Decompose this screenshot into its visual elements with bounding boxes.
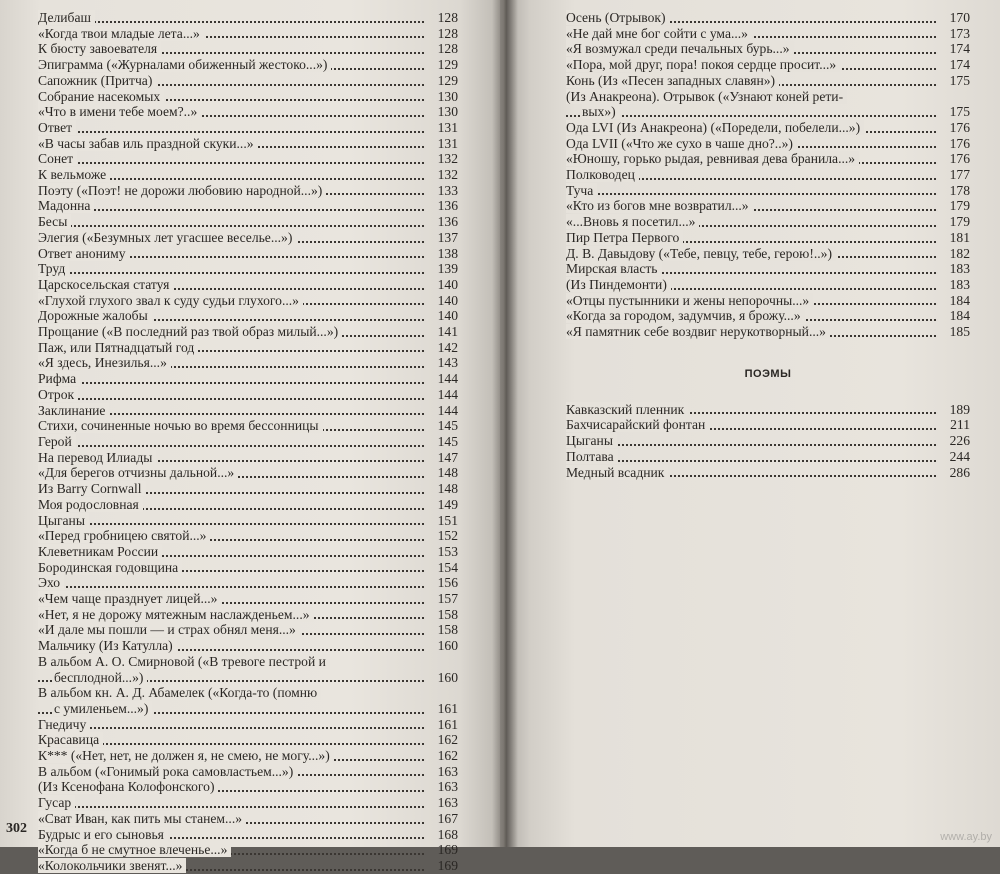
toc-entry-page: 163 [437, 779, 458, 795]
toc-entry [38, 701, 458, 717]
toc-entry [38, 764, 458, 780]
toc-entry-title: К вельможе [38, 167, 110, 182]
toc-entry-title: Конь (Из «Песен западных славян») [566, 73, 779, 88]
toc-entry [38, 120, 458, 136]
toc-entry-title: Ода LVI (Из Анакреона) («Поредели, побелели...») [566, 120, 864, 135]
toc-entry-page: 129 [437, 72, 458, 88]
toc-entry [38, 732, 458, 748]
toc-entry-title: Отрок [38, 387, 78, 402]
toc-entry [566, 57, 970, 73]
toc-entry [38, 638, 458, 654]
toc-entry-title: Осень (Отрывок) [566, 10, 670, 25]
toc-entry-title: «Когда б не смутное влеченье...» [38, 842, 231, 857]
toc-entry [38, 355, 458, 371]
toc-entry-page: 167 [437, 810, 458, 826]
toc-leader-dots [38, 162, 424, 164]
toc-entry [38, 371, 458, 387]
toc-entry-title: Будрыс и его сыновья [38, 827, 168, 842]
toc-entry-title: «Кто из богов мне возвратил...» [566, 198, 753, 213]
toc-entry-page: 160 [437, 669, 458, 685]
toc-entry [38, 261, 458, 277]
toc-entry-title: «Юношу, горько рыдая, ревнивая дева бранила...» [566, 151, 859, 166]
toc-entry [38, 41, 458, 57]
toc-leader-dots [566, 115, 936, 117]
toc-entry [38, 293, 458, 309]
toc-entry-title: Элегия («Безумных лет угасшее веселье...») [38, 230, 296, 245]
toc-leader-dots [566, 193, 936, 195]
toc-entry-title: Герой [38, 434, 76, 449]
toc-entry-page: 169 [437, 842, 458, 858]
toc-entry-title: Дорожные жалобы [38, 308, 152, 323]
toc-entry-title: «Перед гробницею святой...» [38, 528, 210, 543]
toc-entry [38, 528, 458, 544]
toc-entry-title: бесплодной...») [54, 670, 147, 685]
toc-entry [566, 167, 970, 183]
toc-entry-title: Полководец [566, 167, 639, 182]
toc-entry [566, 324, 970, 340]
toc-entry [38, 214, 458, 230]
toc-entry [38, 811, 458, 827]
toc-entry-title: Поэту («Поэт! не дорожи любовию народной...») [38, 183, 326, 198]
toc-entry [566, 308, 970, 324]
toc-entry-page: 140 [437, 276, 458, 292]
toc-entry-page: 130 [437, 88, 458, 104]
toc-entry-page: 158 [437, 606, 458, 622]
toc-entry-title: (Из Ксенофана Колофонского) [38, 779, 218, 794]
toc-entry [566, 230, 970, 246]
toc-entry-title: Эпиграмма («Журналами обиженный жестоко...») [38, 57, 331, 72]
toc-leader-dots [38, 382, 424, 384]
toc-entry-page: 168 [437, 826, 458, 842]
toc-entry-page: 174 [949, 57, 970, 73]
toc-entry-title: «Пора, мой друг, пора! покоя сердце просит...» [566, 57, 840, 72]
toc-entry-title: Медный всадник [566, 465, 668, 480]
toc-entry-page: 128 [437, 25, 458, 41]
page-number: 302 [6, 821, 27, 836]
toc-leader-dots [38, 209, 424, 211]
toc-entry [566, 104, 970, 120]
toc-entry-title: «Я памятник себе воздвиг нерукотворный...» [566, 324, 830, 339]
toc-entry-page: 136 [437, 214, 458, 230]
toc-entry [38, 183, 458, 199]
toc-entry-title: «Глухой глухого звал к суду судьи глухого...» [38, 293, 303, 308]
toc-entry-title: (Из Пиндемонти) [566, 277, 671, 292]
toc-entry-page: 179 [949, 214, 970, 230]
toc-entry-title: «...Вновь я посетил...» [566, 214, 699, 229]
toc-entry-title: Сапожник (Притча) [38, 73, 156, 88]
toc-entry [38, 450, 458, 466]
toc-entry-title: Пир Петра Первого [566, 230, 683, 245]
toc-entry [38, 277, 458, 293]
toc-entry [566, 402, 970, 418]
toc-entry-title: В альбом А. О. Смирновой («В тревоге пестрой и [38, 654, 330, 669]
toc-entry [566, 433, 970, 449]
toc-entry [38, 465, 458, 481]
toc-entry-title: Ответ [38, 120, 76, 135]
toc-entry [38, 308, 458, 324]
toc-entry-title: В альбом кн. А. Д. Абамелек («Когда-то (помню [38, 685, 321, 700]
watermark: www.ay.by [940, 831, 992, 843]
toc-leader-dots [38, 131, 424, 133]
toc-entry-page: 153 [437, 543, 458, 559]
toc-entry [38, 560, 458, 576]
toc-entry [38, 73, 458, 89]
toc-entry [38, 670, 458, 686]
toc-entry [38, 544, 458, 560]
toc-entry [38, 497, 458, 513]
toc-entry [38, 513, 458, 529]
toc-entry [38, 575, 458, 591]
toc-entry [38, 57, 458, 73]
toc-entry [38, 607, 458, 623]
toc-entry-title: «Когда за городом, задумчив, я брожу...» [566, 308, 805, 323]
toc-entry-title: (Из Анакреона). Отрывок («Узнают коней рети- [566, 89, 847, 104]
toc-entry-page: 162 [437, 748, 458, 764]
toc-entry-title: «Сват Иван, как пить мы станем...» [38, 811, 246, 826]
left-toc-list [38, 10, 458, 874]
toc-entry [38, 324, 458, 340]
toc-entry-page: 161 [437, 700, 458, 716]
toc-entry-title: «Нет, я не дорожу мятежным наслажденьем...» [38, 607, 314, 622]
toc-entry [566, 465, 970, 481]
toc-entry-page: 137 [437, 229, 458, 245]
toc-entry-page: 140 [437, 308, 458, 324]
toc-entry-title: Собрание насекомых [38, 89, 164, 104]
toc-entry-page: 156 [437, 575, 458, 591]
toc-entry [566, 26, 970, 42]
toc-entry [566, 120, 970, 136]
toc-entry-title: Сонет [38, 151, 77, 166]
toc-entry-page: 176 [949, 151, 970, 167]
toc-entry [38, 622, 458, 638]
left-page [0, 0, 500, 873]
toc-entry [566, 10, 970, 26]
toc-entry [38, 418, 458, 434]
toc-entry [38, 151, 458, 167]
toc-entry [566, 293, 970, 309]
toc-entry-title: «Когда твои младые лета...» [38, 26, 204, 41]
toc-entry [566, 214, 970, 230]
toc-entry-page: 138 [437, 245, 458, 261]
toc-entry-title: Гусар [38, 795, 75, 810]
toc-entry-title: К*** («Нет, нет, не должен я, не смею, не могу...») [38, 748, 334, 763]
toc-entry-page: 132 [437, 151, 458, 167]
toc-entry-page: 128 [437, 41, 458, 57]
toc-entry [566, 198, 970, 214]
toc-entry [566, 417, 970, 433]
toc-entry-page: 189 [949, 401, 970, 417]
toc-entry [38, 104, 458, 120]
toc-entry-title: Делибаш [38, 10, 95, 25]
toc-entry-title: Кавказский пленник [566, 402, 688, 417]
toc-entry-title: Цыганы [38, 513, 89, 528]
toc-entry-page: 163 [437, 763, 458, 779]
toc-entry-title: Бородинская годовщина [38, 560, 182, 575]
toc-entry-title: с умиленьем...») [54, 701, 152, 716]
toc-entry [38, 717, 458, 733]
toc-entry [38, 387, 458, 403]
toc-entry-page: 184 [949, 292, 970, 308]
toc-leader-dots [566, 444, 936, 446]
toc-entry [38, 591, 458, 607]
toc-leader-dots [38, 727, 424, 729]
toc-entry-title: «И дале мы пошли — и страх обнял меня...» [38, 622, 300, 637]
toc-entry-page: 144 [437, 402, 458, 418]
toc-entry-page: 286 [949, 464, 970, 480]
toc-leader-dots [38, 398, 424, 400]
toc-entry [566, 73, 970, 89]
toc-entry [38, 26, 458, 42]
toc-leader-dots [38, 225, 424, 227]
toc-entry [38, 827, 458, 843]
toc-entry-title: «Не дай мне бог сойти с ума...» [566, 26, 752, 41]
toc-leader-dots [38, 806, 424, 808]
right-page [500, 0, 1000, 847]
toc-entry-page: 176 [949, 135, 970, 151]
toc-entry-page: 148 [437, 465, 458, 481]
toc-entry [38, 230, 458, 246]
toc-entry-title: «Чем чаще празднует лицей...» [38, 591, 221, 606]
toc-entry [566, 136, 970, 152]
toc-entry-title: Красавица [38, 732, 103, 747]
toc-entry [38, 748, 458, 764]
toc-entry-title: На перевод Илиады [38, 450, 156, 465]
toc-entry [38, 842, 458, 858]
toc-entry-page: 145 [437, 433, 458, 449]
toc-entry-title: вых») [582, 104, 620, 119]
toc-entry-page: 143 [437, 355, 458, 371]
toc-entry-page: 184 [949, 308, 970, 324]
toc-entry-page: 152 [437, 528, 458, 544]
toc-entry-title: «Я возмужал среди печальных бурь...» [566, 41, 794, 56]
toc-entry-page: 170 [949, 10, 970, 25]
toc-entry-page: 181 [949, 229, 970, 245]
toc-entry-title: «Я здесь, Инезилья...» [38, 355, 171, 370]
toc-entry-title: Гнедичу [38, 717, 90, 732]
toc-entry-page: 161 [437, 716, 458, 732]
toc-entry-page: 157 [437, 591, 458, 607]
toc-entry-page: 169 [437, 857, 458, 873]
toc-entry-title: Д. В. Давыдову («Тебе, певцу, тебе, герою!..») [566, 246, 836, 261]
toc-entry [38, 481, 458, 497]
poems-toc-list [566, 402, 970, 481]
toc-entry-title: Клеветникам России [38, 544, 162, 559]
toc-entry-title: Туча [566, 183, 597, 198]
toc-entry-page: 160 [437, 638, 458, 654]
toc-entry-page: 158 [437, 622, 458, 638]
toc-entry-page: 139 [437, 261, 458, 277]
toc-entry-page: 136 [437, 198, 458, 214]
toc-entry [38, 685, 458, 701]
toc-entry-page: 131 [437, 135, 458, 151]
toc-leader-dots [38, 523, 424, 525]
toc-leader-dots [38, 272, 424, 274]
toc-entry [38, 340, 458, 356]
toc-entry-page: 185 [949, 324, 970, 340]
toc-entry-page: 175 [949, 104, 970, 120]
toc-entry-page: 149 [437, 496, 458, 512]
toc-entry [38, 654, 458, 670]
toc-entry-title: Прощание («В последний раз твой образ милый...») [38, 324, 342, 339]
toc-entry [38, 198, 458, 214]
toc-entry-page: 244 [949, 448, 970, 464]
toc-entry-page: 173 [949, 25, 970, 41]
toc-entry-page: 183 [949, 261, 970, 277]
toc-entry-page: 148 [437, 481, 458, 497]
toc-entry-title: Царскосельская статуя [38, 277, 173, 292]
toc-entry-title: «В часы забав иль праздной скуки...» [38, 136, 258, 151]
toc-entry-page: 178 [949, 182, 970, 198]
toc-entry-page: 131 [437, 119, 458, 135]
toc-entry-page: 144 [437, 371, 458, 387]
toc-entry [566, 89, 970, 105]
toc-entry-title: Мадонна [38, 198, 94, 213]
toc-entry-page: 154 [437, 559, 458, 575]
toc-entry-page: 163 [437, 795, 458, 811]
toc-entry [38, 858, 458, 874]
toc-entry-title: Ответ анониму [38, 246, 130, 261]
toc-entry [566, 261, 970, 277]
toc-entry-title: Заклинание [38, 403, 109, 418]
toc-entry [566, 151, 970, 167]
toc-entry-title: Бесы [38, 214, 71, 229]
toc-entry [38, 403, 458, 419]
toc-entry [566, 41, 970, 57]
toc-entry-title: Мирская власть [566, 261, 662, 276]
toc-entry-title: Мальчику (Из Катулла) [38, 638, 177, 653]
toc-entry-title: Паж, или Пятнадцатый год [38, 340, 198, 355]
toc-entry-title: Ода LVII («Что же сухо в чаше дно?..») [566, 136, 797, 151]
toc-entry-page: 128 [437, 10, 458, 25]
toc-entry-title: Моя родословная [38, 497, 143, 512]
toc-entry [38, 167, 458, 183]
toc-entry-title: Рифма [38, 371, 80, 386]
toc-entry-page: 226 [949, 433, 970, 449]
right-toc-list [566, 10, 970, 340]
toc-entry-page: 141 [437, 324, 458, 340]
toc-entry-page: 140 [437, 292, 458, 308]
toc-entry [38, 795, 458, 811]
toc-entry [38, 136, 458, 152]
toc-entry-title: Труд [38, 261, 69, 276]
toc-entry [38, 10, 458, 26]
toc-leader-dots [566, 460, 936, 462]
toc-entry-title: Из Barry Cornwall [38, 481, 146, 496]
toc-entry-title: Эхо [38, 575, 64, 590]
toc-entry-title: К бюсту завоевателя [38, 41, 161, 56]
toc-entry [38, 434, 458, 450]
toc-entry-page: 130 [437, 104, 458, 120]
toc-entry [566, 277, 970, 293]
toc-entry [38, 246, 458, 262]
toc-entry-page: 176 [949, 119, 970, 135]
toc-entry-page: 133 [437, 182, 458, 198]
toc-entry-page: 151 [437, 512, 458, 528]
toc-entry-page: 129 [437, 57, 458, 73]
toc-entry-page: 179 [949, 198, 970, 214]
section-title-poems: ПОЭМЫ [744, 367, 792, 380]
book-gutter [492, 0, 518, 847]
toc-entry-title: Полтава [566, 449, 618, 464]
toc-entry-title: «Что в имени тебе моем?..» [38, 104, 201, 119]
toc-entry-title: Бахчисарайский фонтан [566, 417, 709, 432]
toc-entry-title: В альбом («Гонимый рока самовластьем...») [38, 764, 297, 779]
toc-leader-dots [38, 445, 424, 447]
toc-entry-page: 145 [437, 418, 458, 434]
toc-entry-page: 144 [437, 386, 458, 402]
toc-entry-page: 142 [437, 339, 458, 355]
toc-leader-dots [38, 586, 424, 588]
toc-entry-page: 182 [949, 245, 970, 261]
toc-entry [566, 449, 970, 465]
toc-entry-title: Стихи, сочиненные ночью во время бессонницы [38, 418, 323, 433]
toc-entry [566, 183, 970, 199]
toc-entry-page: 147 [437, 449, 458, 465]
toc-entry [38, 89, 458, 105]
toc-entry [566, 246, 970, 262]
toc-entry-title: «Для берегов отчизны дальной...» [38, 465, 238, 480]
toc-entry-page: 183 [949, 276, 970, 292]
toc-entry-page: 175 [949, 72, 970, 88]
toc-entry-page: 162 [437, 732, 458, 748]
toc-entry-page: 211 [950, 417, 970, 433]
toc-entry [38, 779, 458, 795]
toc-entry-title: «Отцы пустынники и жены непорочны...» [566, 293, 813, 308]
toc-entry-title: Цыганы [566, 433, 617, 448]
toc-leader-dots [38, 21, 424, 23]
toc-entry-title: «Колокольчики звенят...» [38, 858, 186, 873]
toc-entry-page: 132 [437, 167, 458, 183]
toc-entry-page: 174 [949, 41, 970, 57]
toc-entry-page: 177 [949, 167, 970, 183]
